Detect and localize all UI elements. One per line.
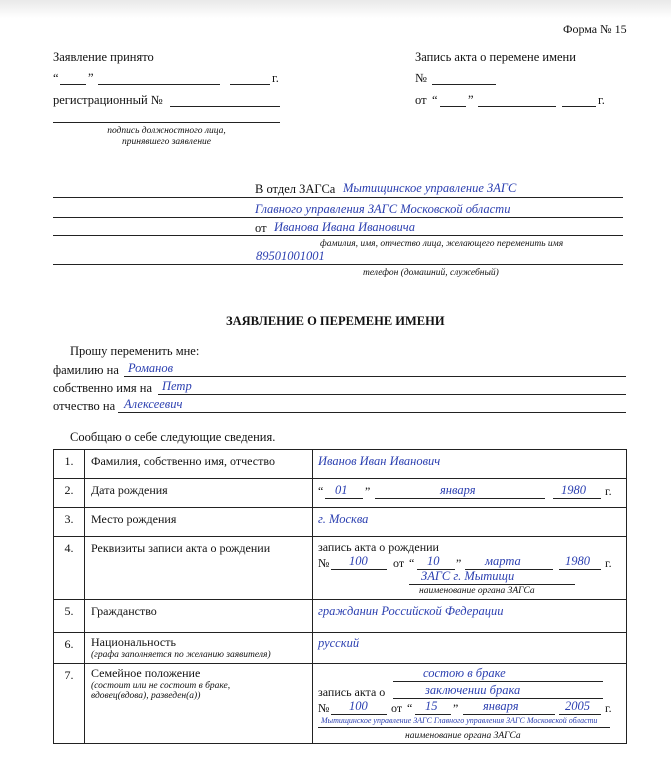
citizenship-value: гражданин Российской Федерации: [318, 604, 504, 618]
birth-year-suffix: г.: [605, 484, 612, 498]
birth-day-line: [325, 498, 363, 499]
marital-note-2: вдовец(вдова), разведен(а)): [91, 691, 201, 701]
marriage-year-line: [559, 714, 601, 715]
row-label-nationality: Национальность: [91, 635, 176, 649]
reg-number-line: [170, 106, 280, 107]
new-patronymic-rule: [118, 412, 626, 413]
signature-caption-2: принявшего заявление: [122, 137, 211, 147]
row-value-cell: [313, 450, 627, 479]
info-table: [53, 449, 627, 744]
form-number: Форма № 15: [563, 22, 627, 36]
marriage-close-quote: ”: [453, 701, 459, 715]
document-title: ЗАЯВЛЕНИЕ О ПЕРЕМЕНЕ ИМЕНИ: [226, 314, 445, 328]
applicant-phone-caption: телефон (домашний, служебный): [363, 268, 499, 278]
table-row: [54, 537, 627, 600]
birth-record-office: ЗАГС г. Мытищи: [421, 569, 515, 583]
new-first-name-value: Петр: [162, 379, 192, 393]
record-day-line: [440, 106, 466, 107]
new-surname-label: фамилию на: [53, 363, 119, 377]
row-label-marital-cell: [85, 664, 313, 744]
accepted-month-line: [98, 84, 220, 85]
table-row: [54, 479, 627, 508]
record-number-line: [432, 84, 496, 85]
window-top-bar: [0, 0, 671, 18]
office-line-1-rule: [53, 197, 623, 198]
birth-month-line: [375, 498, 545, 499]
table-row: [54, 508, 627, 537]
row-number: 6.: [54, 633, 85, 664]
birth-year-value: 1980: [561, 483, 586, 497]
birth-record-from-label: от: [393, 556, 405, 570]
full-name-value: Иванов Иван Иванович: [318, 454, 441, 468]
row-number: 2.: [54, 479, 85, 508]
table-row: [54, 633, 627, 664]
accepted-date-open-quote: “: [53, 71, 59, 85]
applicant-name: Ивановa Ивана Ивановича: [274, 220, 416, 234]
applicant-from-label: от: [255, 221, 267, 235]
marriage-office-caption: наименование органа ЗАГСа: [405, 731, 521, 741]
birth-record-year-suffix: г.: [605, 556, 612, 570]
marriage-open-quote: “: [407, 701, 413, 715]
table-row: [54, 664, 627, 744]
accepted-label: Заявление принято: [53, 50, 154, 64]
new-first-name-label: собственно имя на: [53, 381, 153, 395]
birth-month-value: января: [440, 483, 476, 497]
table-row: [54, 600, 627, 633]
office-to-label: В отдел ЗАГСа: [255, 182, 336, 196]
birth-record-open-quote: “: [409, 556, 415, 570]
birth-record-year: 1980: [565, 554, 590, 568]
record-date-open-quote: “: [432, 93, 438, 107]
row-number: 1.: [54, 450, 85, 479]
birth-record-number-line: [331, 569, 387, 570]
request-intro: Прошу переменить мне:: [70, 344, 200, 358]
new-surname-value: Романов: [128, 361, 174, 375]
row-number: 5.: [54, 600, 85, 633]
new-patronymic-label: отчество на: [53, 399, 116, 413]
record-number-label: №: [415, 71, 427, 85]
marital-status-line: [393, 681, 603, 682]
marriage-office-line: [318, 727, 610, 728]
row-number: 7.: [54, 664, 85, 744]
record-from-label: от: [415, 93, 427, 107]
row-value-cell: [313, 664, 627, 744]
row-value-cell: [313, 537, 627, 600]
accepted-year-line: [230, 84, 270, 85]
marriage-record-type: заключении брака: [425, 683, 521, 697]
marriage-year: 2005: [565, 699, 590, 713]
marital-note-1: (состоит или не состоит в браке,: [91, 681, 231, 691]
birth-day-value: 01: [335, 483, 348, 497]
birth-record-month: марта: [485, 554, 521, 568]
row-value-cell: [313, 508, 627, 537]
accepted-year-suffix: г.: [272, 71, 279, 85]
name-change-record-title: Запись акта о перемене имени: [415, 50, 576, 64]
marriage-number-line: [331, 714, 387, 715]
row-label-nationality-cell: [85, 633, 313, 664]
nationality-note: (графа заполняется по желанию заявителя): [91, 650, 271, 660]
birth-date-open-quote: “: [318, 484, 324, 498]
applicant-name-rule: [53, 235, 623, 236]
applicant-name-caption: фамилия, имя, отчество лица, желающего переменить имя: [320, 239, 564, 249]
marriage-office: Мытищинское управление ЗАГС Главного управления ЗАГС Московской области: [321, 716, 598, 725]
birth-record-day: 10: [427, 554, 440, 568]
office-line-2-rule: [53, 217, 623, 218]
marriage-record-label: запись акта о: [318, 685, 386, 699]
applicant-phone-rule: [53, 264, 623, 265]
birth-record-office-line: [409, 584, 575, 585]
birth-year-line: [553, 498, 601, 499]
marriage-day-line: [415, 714, 451, 715]
birth-place-value: г. Москва: [318, 512, 369, 526]
reg-number-label: регистрационный №: [53, 93, 163, 107]
signature-caption-1: подпись должностного лица,: [107, 126, 226, 136]
marriage-number-label: №: [318, 701, 330, 715]
marriage-month: января: [483, 699, 519, 713]
office-line-2: Главного управления ЗАГС Московской области: [255, 202, 511, 216]
record-date-close-quote: ”: [468, 93, 474, 107]
birth-record-year-line: [559, 569, 601, 570]
marriage-number: 100: [349, 699, 368, 713]
nationality-value: русский: [318, 636, 360, 650]
new-first-name-rule: [158, 394, 626, 395]
birth-record-number-label: №: [318, 556, 330, 570]
birth-record-office-caption: наименование органа ЗАГСа: [419, 586, 535, 596]
row-number: 3.: [54, 508, 85, 537]
new-surname-rule: [124, 376, 626, 377]
row-value-cell: [313, 479, 627, 508]
accepted-day-line: [60, 84, 86, 85]
row-value-cell: [313, 600, 627, 633]
row-label-citizenship: Гражданство: [85, 600, 313, 633]
birth-record-close-quote: ”: [456, 556, 462, 570]
birth-record-number: 100: [349, 554, 368, 568]
birth-record-label: запись акта о рождении: [318, 540, 439, 554]
marriage-month-line: [463, 714, 555, 715]
row-label-full-name: Фамилия, собственно имя, отчество: [85, 450, 313, 479]
info-intro: Сообщаю о себе следующие сведения.: [70, 430, 276, 444]
signature-line: [53, 122, 280, 123]
row-label-birth-record: Реквизиты записи акта о рождении: [85, 537, 313, 600]
row-value-cell: [313, 633, 627, 664]
row-number: 4.: [54, 537, 85, 600]
marriage-year-suffix: г.: [605, 701, 612, 715]
table-row: [54, 450, 627, 479]
record-month-line: [478, 106, 556, 107]
row-label-birth-place: Место рождения: [85, 508, 313, 537]
birth-date-close-quote: ”: [365, 484, 371, 498]
record-year-suffix: г.: [598, 93, 605, 107]
record-year-line: [562, 106, 596, 107]
applicant-phone: 89501001001: [256, 249, 325, 263]
marriage-from-label: от: [391, 701, 403, 715]
row-label-birth-date: Дата рождения: [85, 479, 313, 508]
marriage-day: 15: [425, 699, 438, 713]
accepted-date-close-quote: ”: [88, 71, 94, 85]
office-line-1: Мытищинское управление ЗАГС: [343, 181, 517, 195]
new-patronymic-value: Алексеевич: [124, 397, 183, 411]
marital-status-value: состою в браке: [423, 666, 506, 680]
row-label-marital-status: Семейное положение: [91, 666, 201, 680]
